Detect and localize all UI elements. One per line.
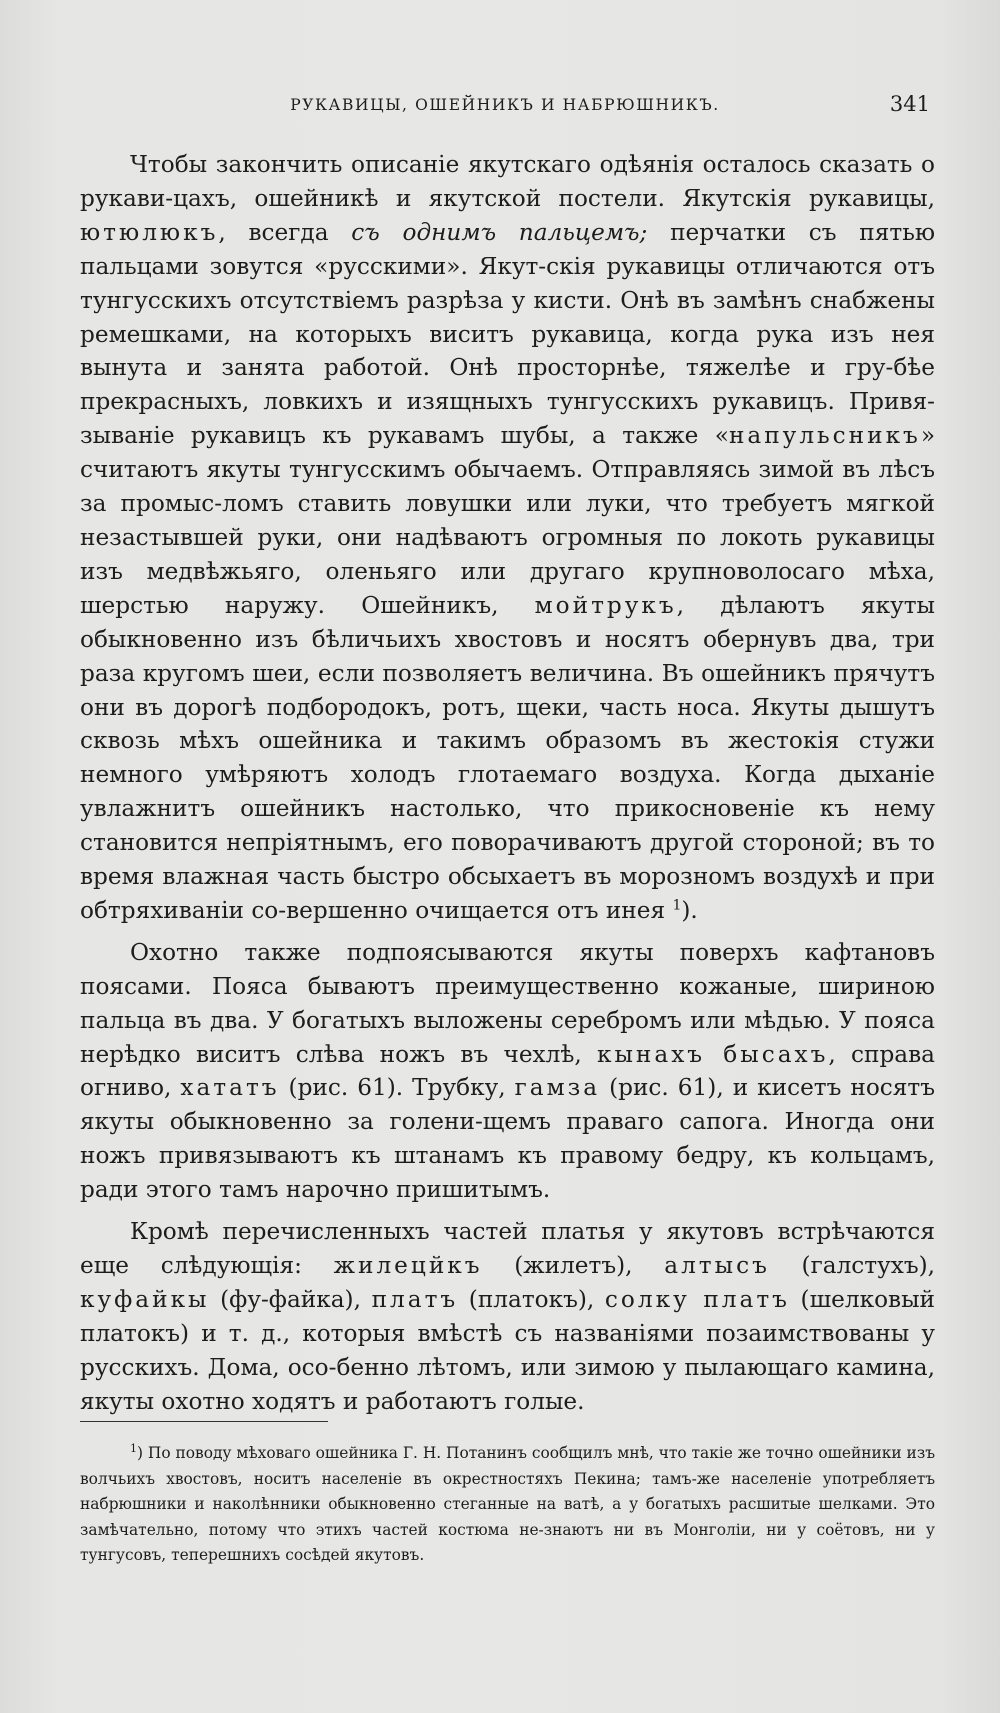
yakut-term-tie: алтысъ [664,1252,770,1279]
paragraph-1-text-10: ). [681,896,698,924]
footnote-divider [80,1421,328,1422]
term-wristlet: напульсникъ [728,422,921,450]
page-number: 341 [889,92,930,116]
yakut-term-collar: мойтрукъ [534,591,677,619]
yakut-term-jersey: куфайкы [80,1285,210,1313]
paragraph-1-text-5: перчатки съ пятью пальцами зовутся «русскими». Якут-скія рукавицы отличаются отъ тунгусскихъ отсутствіемъ разрѣза у кисти. Онѣ въ замѣнъ снабжены ремешками, на которыхъ виситъ рукавица, когда рука изъ нея вынута и занята работой. Онѣ просторнѣе, тяжелѣе и гру-бѣе прекрасныхъ, ловкихъ и изящныхъ тунгусскихъ рукавицъ. Привя-зываніе рукавицъ къ рукавамъ шубы, а также « [80,218,936,450]
body-text [80,148,935,1419]
yakut-term-kerchief: платъ [371,1285,459,1313]
yakut-term-pipe: гамза [514,1074,601,1102]
footnote-text: ) По поводу мѣховаго ошейника Г. Н. Потанинъ сообщилъ мнѣ, что такіе же точно ошейники изъ волчьихъ хвостовъ, носитъ населеніе въ окрестностяхъ Пекина; тамъ-же населеніе употребляетъ набрюшники и наколѣнники обыкновенно стеганные на ватѣ, а у богатыхъ расшитые шелками. Это замѣчательно, потому что этихъ частей костюма не-знаютъ ни въ Монголіи, ни у соётовъ, ни у тунгусовъ, теперешнихъ сосѣдей якутовъ. [80,1444,935,1564]
italic-emphasis: съ однимъ пальцемъ; [351,218,648,246]
paragraph-3-text-3: (жилетъ), [482,1252,665,1279]
paragraph-3-text-9: (платокъ), [458,1285,605,1313]
paragraph-1-text-7: » считаютъ якуты тунгусскимъ обычаемъ. Отправляясь зимой въ лѣсъ за промыс-ломъ ставить ловушки или луки, что требуетъ мягкой незастывшей руки, они надѣваютъ огромныя по локоть рукавицы изъ медвѣжьяго, оленьяго или другаго крупноволосаго мѣха, шерстью наружу. Ошейникъ, [80,422,935,619]
paragraph-2 [80,936,935,1207]
paragraph-3 [80,1215,935,1418]
running-head [80,92,930,122]
paragraph-2-text-5: (рис. 61). Трубку, [279,1074,515,1102]
paragraph-3-text-7: (фу-файка), [209,1285,372,1313]
paragraph-1 [80,148,935,928]
yakut-term-mittens: ютюлюкъ [80,218,219,246]
paragraph-3-text-1: Кромѣ перечисленныхъ частей платья у якутовъ встрѣчаются еще слѣдующія: [80,1218,935,1279]
paragraph-2-text-7: (рис. 61), и кисетъ носятъ якуты обыкновенно за голени-щемъ праваго сапога. Иногда они ножъ привязываютъ къ штанамъ къ правому бедру, къ кольцамъ, ради этого тамъ нарочно пришитымъ. [80,1074,935,1204]
yakut-term-knife: кынахъ бысахъ [596,1040,829,1068]
paragraph-3-text-11: (шелковый платокъ) и т. д., которыя вмѣстѣ съ названіями позаимствованы у русскихъ. Дома, осо-бенно лѣтомъ, или зимою у пылающаго камина, якуты охотно ходятъ и работаютъ голые. [80,1285,936,1415]
footnote [80,1441,935,1569]
footnote-reference: 1 [672,897,682,914]
yakut-term-silk-kerchief: солку платъ [604,1285,790,1313]
yakut-term-vest: жилецйкъ [333,1252,483,1279]
footnote-marker: 1 [130,1441,137,1455]
paragraph-1-text-9: , дѣлаютъ якуты обыкновенно изъ бѣличьихъ хвостовъ и носятъ обернувъ два, три раза кругомъ шеи, если позволяетъ величина. Въ ошейникъ прячутъ они въ дорогѣ подбородокъ, ротъ, щеки, часть носа. Якуты дышутъ сквозь мѣхъ ошейника и такимъ образомъ въ жестокія стужи немного умѣряютъ холодъ глотаемаго воздуха. Когда дыханіе увлажнитъ ошейникъ настолько, что прикосновеніе къ нему становится непріятнымъ, его поворачиваютъ другой стороной; въ то время влажная часть быстро обсыхаетъ въ морозномъ воздухѣ и при обтряхиваніи со-вершенно очищается отъ инея [80,591,935,924]
paragraph-1-text-3: , всегда [218,218,352,246]
paragraph-1-text-1: Чтобы закончить описаніе якутскаго одѣянія осталось сказать о рукави-цахъ, ошейникѣ и якутской постели. Якутскія рукавицы, [80,151,935,212]
yakut-term-flint: хататъ [180,1074,280,1102]
paragraph-2-text-1: Охотно также подпоясываются якуты поверхъ кафтановъ поясами. Пояса бываютъ преимущественно кожаные, шириною пальца въ два. У богатыхъ выложены серебромъ или мѣдью. У пояса нерѣдко виситъ слѣва ножъ въ чехлѣ, [80,938,935,1068]
paragraph-3-text-5: (галстухъ), [769,1252,935,1279]
running-title: РУКАВИЦЫ, ОШЕЙНИКЪ И НАБРЮШНИКЪ. [290,96,720,114]
paragraph-2-text-3: , справа огниво, [80,1040,936,1102]
